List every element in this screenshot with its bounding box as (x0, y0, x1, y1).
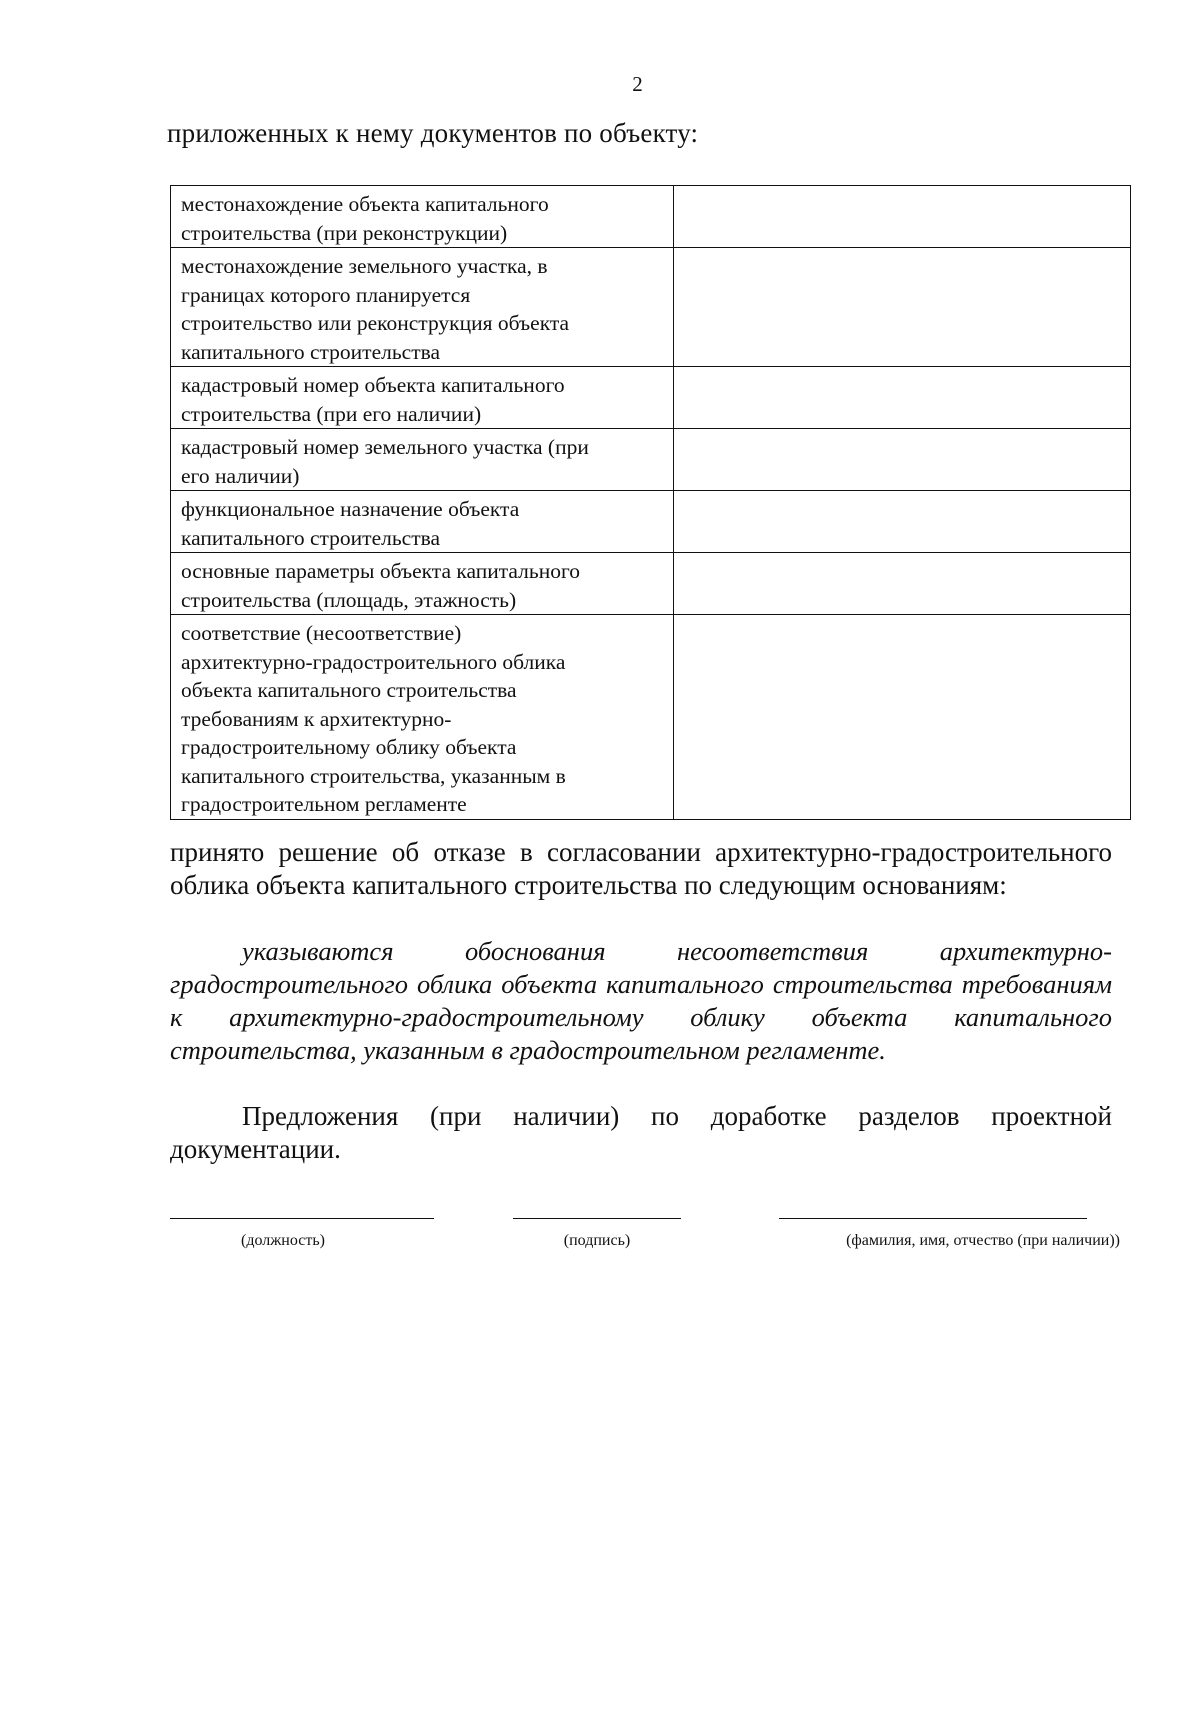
position-signature-line (170, 1218, 434, 1219)
grounds-paragraph: указываются обоснования несоответствия архитектурно-градостроительного облика объекта капитального строительства требованиям к архитектурно-градостроительному облику объекта капитального строительства, указанным в градостроительном регламенте. (170, 936, 1112, 1065)
position-caption: (должность) (241, 1232, 325, 1249)
row-value (674, 615, 1131, 820)
row-value (674, 429, 1131, 491)
table-row (171, 367, 1131, 429)
table-row (171, 553, 1131, 615)
proposals-paragraph: Предложения (при наличии) по доработке разделов проектной документации. (170, 1101, 1112, 1164)
intro-line: приложенных к нему документов по объекту: (167, 118, 699, 148)
row-label: местонахождение земельного участка, в границах которого планируется строительство или реконструкция объекта капитального строительства (171, 248, 674, 367)
table-row (171, 491, 1131, 553)
signature-caption: (подпись) (563, 1232, 631, 1249)
full-name-signature-line (779, 1218, 1087, 1219)
row-value (674, 367, 1131, 429)
signature-line (513, 1218, 681, 1219)
row-value (674, 553, 1131, 615)
row-value (674, 491, 1131, 553)
row-label: основные параметры объекта капитального строительства (площадь, этажность) (171, 553, 674, 615)
table-row (171, 248, 1131, 367)
page-number: 2 (632, 72, 643, 96)
row-value (674, 186, 1131, 248)
object-parameters-table (170, 185, 1131, 820)
row-label: кадастровый номер земельного участка (при его наличии) (171, 429, 674, 491)
row-label: местонахождение объекта капитального строительства (при реконструкции) (171, 186, 674, 248)
table-row (171, 429, 1131, 491)
row-label: соответствие (несоответствие) архитектурно-градостроительного облика объекта капитального строительства требованиям к архитектурно- градостроительному облику объекта капитального строительства, указанным в градостроительном регламенте (171, 615, 674, 820)
table-row (171, 186, 1131, 248)
row-label: функциональное назначение объекта капитального строительства (171, 491, 674, 553)
decision-paragraph: принято решение об отказе в согласовании архитектурно-градостроительного облика объекта капитального строительства по следующим основаниям: (170, 837, 1112, 900)
row-label: кадастровый номер объекта капитального строительства (при его наличии) (171, 367, 674, 429)
row-value (674, 248, 1131, 367)
full-name-caption: (фамилия, имя, отчество (при наличии)) (846, 1232, 1120, 1249)
table-row (171, 615, 1131, 820)
